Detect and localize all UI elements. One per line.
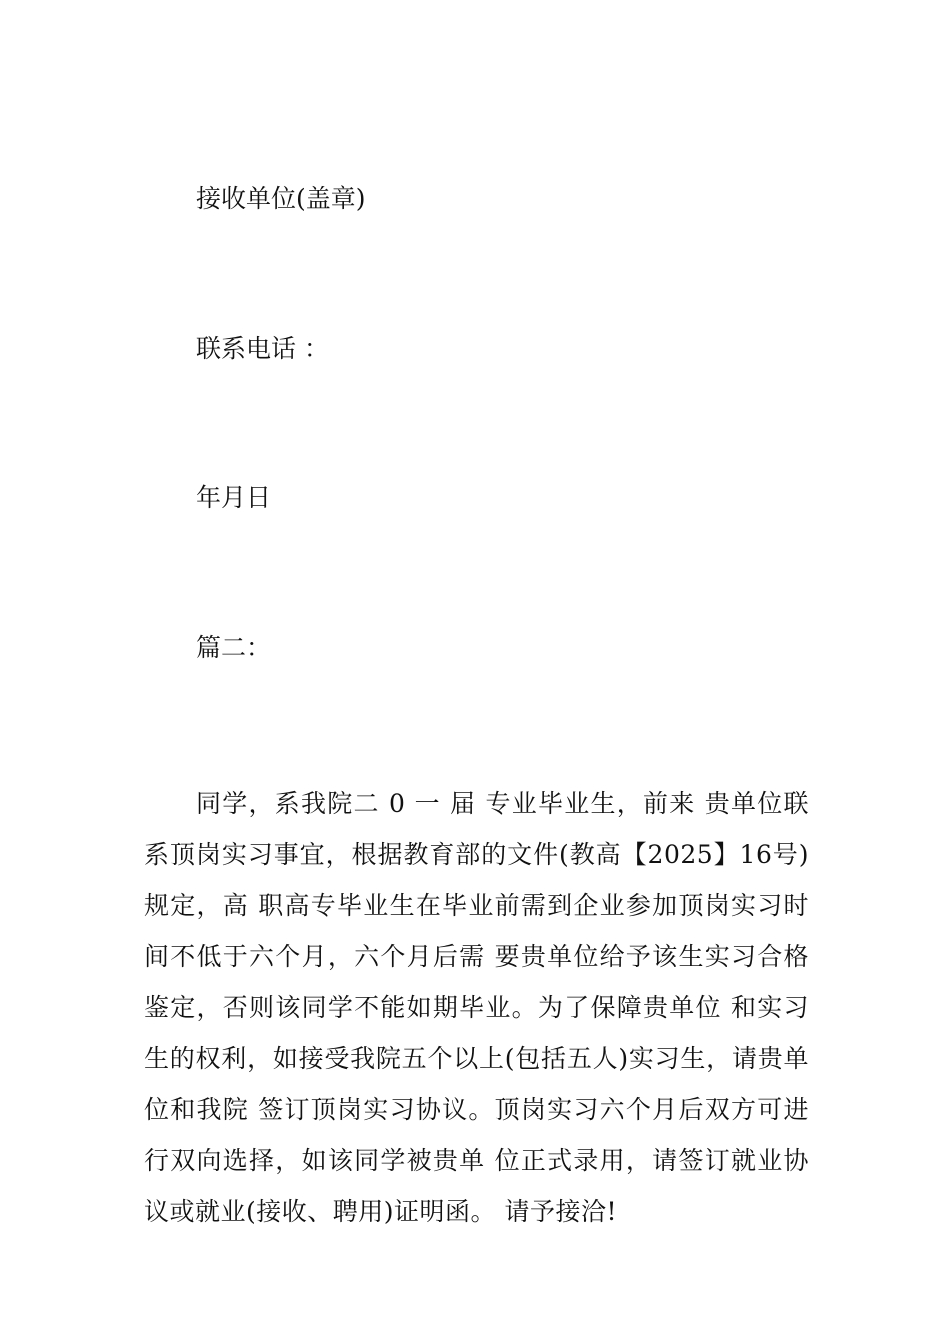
date-label: 年月日: [196, 483, 272, 512]
body-paragraph: 同学，系我院二 0 一 届 专业毕业生，前来 贵单位联系顶岗实习事宜，根据教育部的文件(教高【2025】16号)规定，高 职高专毕业生在毕业前需到企业参加顶岗实习时间不低于六个月，六个月后需 要贵单位给予该生实习合格鉴定，否则该同学不能如期毕业。为了保障贵单位 和实习生的权利，如接受我院五个以上(包括五人)实习生，请贵单位和我院 签订顶岗实习协议。顶岗实习六个月后双方可进行双向选择，如该同学被贵单 位正式录用，请签订就业协议或就业(接收、聘用)证明函。 请予接洽!: [144, 789, 809, 1226]
receiver-unit-label: 接收单位(盖章): [196, 184, 366, 213]
contact-phone-label: 联系电话 ：: [196, 334, 329, 363]
section-heading: 篇二：: [196, 633, 272, 662]
